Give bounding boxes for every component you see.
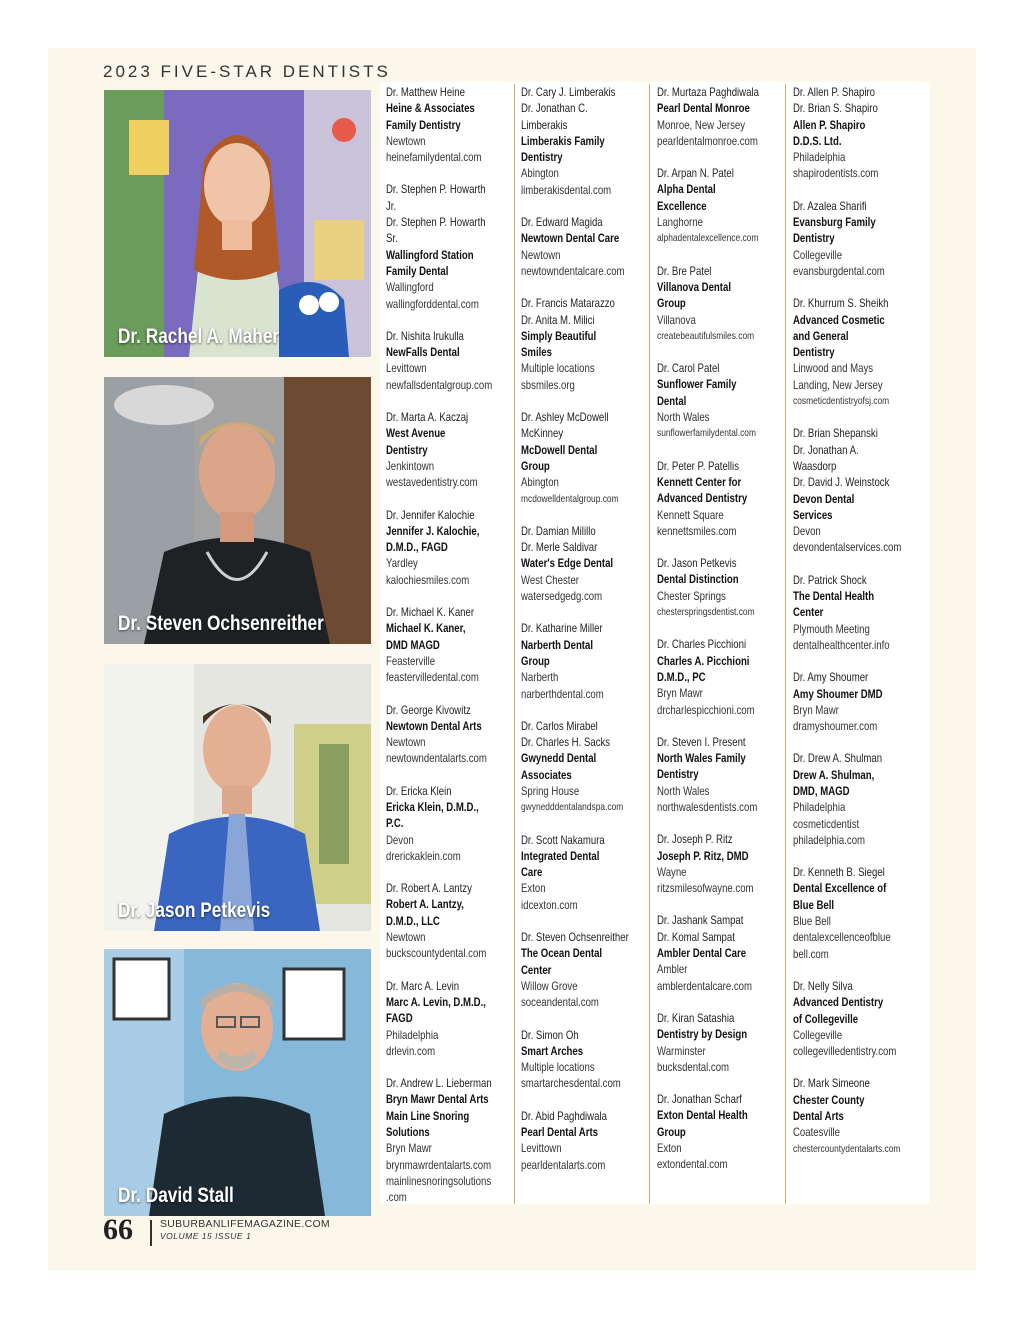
- dentist-entry: [386, 84, 514, 165]
- practice-name: D.M.D., PC: [657, 669, 706, 684]
- page-title: 2023 FIVE-STAR DENTISTS: [103, 62, 391, 81]
- dentist-name: Dr. Damian Milillo: [521, 523, 596, 538]
- practice-name: Narberth Dental: [521, 637, 594, 652]
- practice-website[interactable]: dentalexcellenceofblue: [793, 930, 891, 945]
- dentist-entry: [657, 1010, 785, 1075]
- practice-website[interactable]: newtowndentalarts.com: [386, 751, 487, 766]
- practice-location: Newtown: [386, 133, 426, 148]
- dentist-name: Dr. Drew A. Shulman: [793, 751, 883, 766]
- practice-name: McDowell Dental: [521, 442, 598, 457]
- practice-website[interactable]: drerickaklein.com: [386, 848, 461, 863]
- dentist-name: Dr. Brian S. Shapiro: [793, 101, 878, 116]
- dentist-name: Dr. Azalea Sharifi: [793, 198, 867, 213]
- practice-name: Blue Bell: [793, 897, 835, 912]
- dentist-name: Dr. Jonathan C.: [521, 101, 588, 116]
- practice-website[interactable]: philadelphia.com: [793, 832, 866, 847]
- dentist-entry: [657, 84, 785, 149]
- dentist-entry: [793, 425, 921, 555]
- practice-name: The Dental Health: [793, 589, 875, 604]
- practice-website[interactable]: gwynedddentalandspa.com: [521, 801, 624, 814]
- dentist-entry: [386, 978, 514, 1059]
- practice-location: Willow Grove: [521, 978, 578, 993]
- dentist-name: Dr. Robert A. Lantzy: [386, 881, 472, 896]
- practice-location: Villanova: [657, 312, 696, 327]
- practice-name: D.M.D., FAGD: [386, 540, 448, 555]
- dentist-entry: [386, 409, 514, 490]
- practice-location: Levittown: [386, 361, 427, 376]
- dentist-name: Dr. Kiran Satashia: [657, 1010, 735, 1025]
- practice-location: Linwood and Mays: [793, 361, 874, 376]
- dentist-entry: [386, 702, 514, 767]
- dentist-name: Dr. Stephen P. Howarth: [386, 215, 486, 230]
- practice-name: DMD, MAGD: [793, 783, 850, 798]
- practice-website[interactable]: brynmawrdentalarts.com: [386, 1157, 492, 1172]
- practice-name: Solutions: [386, 1125, 430, 1140]
- practice-website[interactable]: kennettsmiles.com: [657, 523, 737, 538]
- footer-divider: [150, 1220, 152, 1246]
- practice-website[interactable]: amblerdentalcare.com: [657, 978, 752, 993]
- practice-name: Advanced Dentistry: [793, 995, 884, 1010]
- dentist-name: Dr. Nishita Irukulla: [386, 328, 464, 343]
- dentist-name: Dr. Abid Paghdiwala: [521, 1108, 607, 1123]
- practice-name: Group: [521, 653, 550, 668]
- practice-location: Newtown: [386, 735, 426, 750]
- dentist-entry: [386, 328, 514, 393]
- practice-name: D.M.D., LLC: [386, 913, 440, 928]
- practice-location: Devon: [386, 832, 414, 847]
- dentist-name: Dr. Marc A. Levin: [386, 978, 460, 993]
- practice-location: Multiple locations: [521, 1060, 595, 1075]
- dentist-entry: [521, 929, 649, 1010]
- practice-location: Devon: [793, 524, 821, 539]
- dentist-entry: [521, 523, 649, 604]
- dentist-name: Dr. Komal Sampat: [657, 929, 735, 944]
- practice-location: Multiple locations: [521, 361, 595, 376]
- listing-column-4: [793, 84, 921, 1204]
- dentist-name: Jr.: [386, 198, 397, 213]
- practice-location: Philadelphia: [386, 1027, 439, 1042]
- practice-name: Simply Beautiful: [521, 328, 597, 343]
- dentist-name: Dr. Simon Oh: [521, 1027, 579, 1042]
- practice-location: Bryn Mawr: [793, 702, 839, 717]
- dentist-entry: [793, 198, 921, 279]
- dentist-entry: [386, 604, 514, 685]
- practice-website[interactable]: alphadentalexcellence.com: [657, 232, 759, 245]
- practice-website[interactable]: newtowndentalcare.com: [521, 263, 625, 278]
- dentist-name: Dr. Scott Nakamura: [521, 832, 605, 847]
- practice-location: Plymouth Meeting: [793, 621, 870, 636]
- dentist-entry: [521, 832, 649, 913]
- dentist-name: Dr. Peter P. Patellis: [657, 458, 739, 473]
- practice-location: Feasterville: [386, 653, 436, 668]
- dentist-name: Dr. Carol Patel: [657, 361, 720, 376]
- practice-name: Evansburg Family: [793, 215, 876, 230]
- footer-volume: VOLUME 15 ISSUE 1: [160, 1231, 252, 1241]
- dentist-name: Dr. Amy Shoumer: [793, 670, 869, 685]
- practice-name: NewFalls Dental: [386, 345, 460, 360]
- dentist-entry: [793, 1075, 921, 1156]
- dentist-name: Dr. Ashley McDowell: [521, 410, 609, 425]
- practice-website[interactable]: cosmeticdentist: [793, 816, 860, 831]
- practice-website[interactable]: dentalhealthcenter.info: [793, 637, 890, 652]
- practice-location: Langhorne: [657, 215, 703, 230]
- practice-name: Exton Dental Health: [657, 1108, 748, 1123]
- practice-website[interactable]: chestercountydentalarts.com: [793, 1142, 901, 1155]
- dentist-entry: [793, 295, 921, 409]
- practice-name: Dentistry: [793, 345, 835, 360]
- dentist-name: Dr. Marta A. Kaczaj: [386, 410, 469, 425]
- dentist-entry: [521, 84, 649, 198]
- practice-location: Wayne: [657, 864, 687, 879]
- practice-name: Dental: [657, 393, 687, 408]
- practice-website[interactable]: soceandental.com: [521, 995, 599, 1010]
- dentist-entry: [521, 1027, 649, 1092]
- practice-location: Ambler: [657, 962, 688, 977]
- practice-name: Devon Dental: [793, 491, 855, 506]
- practice-website[interactable]: shapirodentists.com: [793, 166, 879, 181]
- practice-website[interactable]: pearldentalmonroe.com: [657, 133, 758, 148]
- practice-location: Bryn Mawr: [657, 686, 703, 701]
- practice-location: Abington: [521, 166, 559, 181]
- practice-name: Dentistry: [521, 150, 563, 165]
- dentist-name: Dr. David J. Weinstock: [793, 475, 890, 490]
- practice-name: Dentistry: [386, 442, 428, 457]
- practice-name: Smiles: [521, 345, 552, 360]
- practice-location: Collegeville: [793, 247, 843, 262]
- practice-website[interactable]: ritzsmilesofwayne.com: [657, 881, 754, 896]
- dentist-name: Dr. Andrew L. Lieberman: [386, 1076, 492, 1091]
- practice-location: Blue Bell: [793, 914, 831, 929]
- footer-website: SUBURBANLIFEMAGAZINE.COM: [160, 1218, 330, 1230]
- practice-website[interactable]: chesterspringsdentist.com: [657, 606, 755, 619]
- practice-name: Gwynedd Dental: [521, 751, 597, 766]
- practice-website[interactable]: cosmeticdentistryofsj.com: [793, 395, 890, 408]
- dentist-name: Dr. Jonathan A.: [793, 442, 859, 457]
- practice-location: Collegeville: [793, 1027, 843, 1042]
- practice-name: Center: [521, 962, 552, 977]
- dentist-name: Dr. Steven Ochsenreither: [521, 930, 629, 945]
- dentist-name: Dr. Arpan N. Patel: [657, 166, 734, 181]
- practice-website[interactable]: bell.com: [793, 946, 829, 961]
- practice-website[interactable]: evansburgdental.com: [793, 263, 885, 278]
- practice-name: Group: [657, 1124, 686, 1139]
- practice-name: Amy Shoumer DMD: [793, 686, 883, 701]
- practice-name: Alpha Dental: [657, 182, 716, 197]
- practice-website[interactable]: sbsmiles.org: [521, 377, 575, 392]
- practice-location: Monroe, New Jersey: [657, 117, 746, 132]
- dentist-name: Dr. Katharine Miller: [521, 621, 603, 636]
- practice-name: Family Dentistry: [386, 117, 461, 132]
- practice-location: West Chester: [521, 572, 579, 587]
- dentist-name: Dr. Nelly Silva: [793, 978, 853, 993]
- practice-website[interactable]: dramyshoumer.com: [793, 719, 878, 734]
- dentist-name: Dr. Jonathan Scharf: [657, 1092, 742, 1107]
- dentist-entry: [657, 912, 785, 993]
- practice-website[interactable]: bucksdental.com: [657, 1059, 730, 1074]
- dentist-name: Dr. Jashank Sampat: [657, 913, 744, 928]
- practice-location: Kennett Square: [657, 507, 724, 522]
- practice-name: Pearl Dental Monroe: [657, 101, 750, 116]
- photo-caption: Dr. Rachel A. Maher: [118, 325, 280, 348]
- practice-name: P.C.: [386, 816, 404, 831]
- practice-name: The Ocean Dental: [521, 946, 603, 961]
- practice-location: Chester Springs: [657, 588, 726, 603]
- practice-website[interactable]: watersedgedg.com: [521, 589, 603, 604]
- dentist-name: Dr. Mark Simeone: [793, 1076, 870, 1091]
- dentist-entry: [521, 409, 649, 507]
- practice-location: Bryn Mawr: [386, 1141, 432, 1156]
- practice-name: Family Dental: [386, 263, 449, 278]
- dentist-entry: [793, 669, 921, 734]
- dentist-entry: [793, 864, 921, 962]
- practice-name: Excellence: [657, 198, 707, 213]
- practice-name: North Wales Family: [657, 751, 746, 766]
- practice-location: Narberth: [521, 670, 559, 685]
- photo-dentist-3: [104, 664, 371, 931]
- practice-name: Care: [521, 865, 543, 880]
- practice-location: Warminster: [657, 1043, 706, 1058]
- practice-website[interactable]: idcexton.com: [521, 897, 578, 912]
- practice-name: Dental Excellence of: [793, 881, 887, 896]
- dentist-entry: [386, 783, 514, 864]
- practice-name: Joseph P. Ritz, DMD: [657, 848, 749, 863]
- photo-dentist-4: [104, 949, 371, 1216]
- dentist-name: McKinney: [521, 426, 564, 441]
- practice-website[interactable]: createbeautifulsmiles.com: [657, 329, 755, 342]
- practice-location: Abington: [521, 475, 559, 490]
- dentist-entry: [521, 214, 649, 279]
- practice-location: Newtown: [386, 930, 426, 945]
- practice-location: North Wales: [657, 783, 710, 798]
- practice-website[interactable]: newfallsdentalgroup.com: [386, 377, 493, 392]
- practice-name: Group: [657, 296, 686, 311]
- dentist-name: Dr. Ericka Klein: [386, 783, 452, 798]
- practice-name: Dentistry: [793, 231, 835, 246]
- practice-location: North Wales: [657, 410, 710, 425]
- dentist-name: Limberakis: [521, 117, 568, 132]
- practice-name: Advanced Dentistry: [657, 491, 748, 506]
- practice-name: Newtown Dental Care: [521, 231, 620, 246]
- dentist-entry: [521, 620, 649, 701]
- practice-name: Charles A. Picchioni: [657, 653, 750, 668]
- practice-name: Heine & Associates: [386, 101, 475, 116]
- practice-name: Group: [521, 458, 550, 473]
- practice-website[interactable]: mcdowelldentalgroup.com: [521, 492, 619, 505]
- practice-website[interactable]: wallingforddental.com: [386, 296, 479, 311]
- dentist-name: Dr. Murtaza Paghdiwala: [657, 85, 759, 99]
- practice-name: Limberakis Family: [521, 133, 605, 148]
- dentist-entry: [793, 750, 921, 848]
- dentist-name: Dr. George Kivowitz: [386, 702, 471, 717]
- dentist-entry: [657, 555, 785, 620]
- practice-name: Center: [793, 605, 824, 620]
- practice-location: Spring House: [521, 783, 580, 798]
- dentist-entry: [386, 1075, 514, 1205]
- dentist-name: Dr. Cary J. Limberakis: [521, 85, 616, 99]
- practice-location: Coatesville: [793, 1125, 840, 1140]
- photo-dentist-1: [104, 90, 371, 357]
- practice-website[interactable]: pearldentalarts.com: [521, 1157, 606, 1172]
- photo-caption: Dr. Jason Petkevis: [118, 899, 271, 922]
- dentist-name: Dr. Merle Saldivar: [521, 540, 598, 555]
- practice-name: Drew A. Shulman,: [793, 767, 875, 782]
- practice-website[interactable]: collegevilledentistry.com: [793, 1044, 897, 1059]
- practice-name: Michael K. Kaner,: [386, 621, 466, 636]
- practice-name: Dental Arts: [793, 1109, 844, 1124]
- practice-website[interactable]: heinefamilydental.com: [386, 150, 482, 165]
- practice-name: Dental Distinction: [657, 572, 739, 587]
- dentist-entry: [521, 718, 649, 816]
- dentist-name: Dr. Stephen P. Howarth: [386, 182, 486, 197]
- practice-name: Kennett Center for: [657, 474, 742, 489]
- dentist-name: Dr. Charles H. Sacks: [521, 735, 611, 750]
- practice-location: Philadelphia: [793, 800, 846, 815]
- practice-name: Wallingford Station: [386, 247, 474, 262]
- dentist-name: Waasdorp: [793, 458, 837, 473]
- dentist-entry: [793, 84, 921, 182]
- dentist-entry: [793, 978, 921, 1059]
- photo-dentist-2: [104, 377, 371, 644]
- practice-name: Newtown Dental Arts: [386, 718, 482, 733]
- practice-name: Jennifer J. Kalochie,: [386, 523, 480, 538]
- dentist-entry: [657, 360, 785, 441]
- page-number: 66: [103, 1213, 133, 1246]
- dentist-name: Dr. Matthew Heine: [386, 85, 465, 99]
- practice-location: Wallingford: [386, 280, 434, 295]
- practice-name: Associates: [521, 767, 572, 782]
- practice-website[interactable]: devondentalservices.com: [793, 540, 902, 555]
- dentist-entry: [657, 636, 785, 717]
- practice-website[interactable]: drcharlespicchioni.com: [657, 702, 755, 717]
- dentist-name: Dr. Anita M. Milici: [521, 312, 595, 327]
- dentist-entry: [793, 572, 921, 653]
- practice-name: West Avenue: [386, 426, 446, 441]
- practice-website[interactable]: mainlinesnoringsolutions: [386, 1173, 492, 1188]
- practice-name: Allen P. Shapiro: [793, 117, 866, 132]
- dentist-name: Dr. Kenneth B. Siegel: [793, 865, 885, 880]
- practice-name: Main Line Snoring: [386, 1108, 470, 1123]
- dentist-name: Sr.: [386, 231, 398, 246]
- practice-name: Sunflower Family: [657, 377, 737, 392]
- practice-name: FAGD: [386, 1011, 413, 1026]
- dentist-entry: [657, 1091, 785, 1172]
- dentist-entry: [657, 165, 785, 246]
- practice-name: DMD MAGD: [386, 637, 440, 652]
- dentist-name: Dr. Joseph P. Ritz: [657, 832, 733, 847]
- practice-website[interactable]: northwalesdentists.com: [657, 799, 758, 814]
- practice-website[interactable]: .com: [386, 1190, 407, 1205]
- practice-website[interactable]: narberthdental.com: [521, 686, 604, 701]
- practice-name: Ericka Klein, D.M.D.,: [386, 799, 479, 814]
- dentist-entry: [521, 295, 649, 393]
- dentist-name: Dr. Jennifer Kalochie: [386, 507, 475, 522]
- practice-website[interactable]: extondental.com: [657, 1157, 728, 1172]
- dentist-name: Dr. Steven I. Present: [657, 734, 746, 749]
- practice-name: Services: [793, 507, 833, 522]
- practice-location: Yardley: [386, 556, 418, 571]
- dentist-entry: [657, 734, 785, 815]
- dentist-entry: [386, 880, 514, 961]
- practice-website[interactable]: limberakisdental.com: [521, 182, 612, 197]
- practice-website[interactable]: buckscountydental.com: [386, 946, 487, 961]
- listing-column-2: [521, 84, 650, 1204]
- practice-location: Exton: [657, 1141, 682, 1156]
- practice-name: Marc A. Levin, D.M.D.,: [386, 994, 486, 1009]
- practice-website[interactable]: drlevin.com: [386, 1043, 436, 1058]
- photo-caption: Dr. David Stall: [118, 1184, 234, 1207]
- dentist-entry: [386, 507, 514, 588]
- dentist-name: Dr. Allen P. Shapiro: [793, 85, 876, 99]
- dentist-name: Dr. Bre Patel: [657, 263, 712, 278]
- dentist-name: Dr. Edward Magida: [521, 215, 603, 230]
- dentist-entry: [386, 181, 514, 311]
- dentist-name: Dr. Khurrum S. Sheikh: [793, 296, 889, 311]
- practice-location: Landing, New Jersey: [793, 377, 883, 392]
- practice-location: Levittown: [521, 1141, 562, 1156]
- practice-name: Dentistry: [657, 767, 699, 782]
- practice-name: and General: [793, 328, 849, 343]
- dentist-name: Dr. Brian Shepanski: [793, 426, 878, 441]
- photo-caption: Dr. Steven Ochsenreither: [118, 612, 324, 635]
- practice-website[interactable]: feastervilledental.com: [386, 670, 479, 685]
- practice-name: Smart Arches: [521, 1043, 584, 1058]
- practice-name: Advanced Cosmetic: [793, 312, 885, 327]
- dentist-name: Dr. Charles Picchioni: [657, 637, 747, 652]
- practice-name: Villanova Dental: [657, 279, 731, 294]
- practice-name: Pearl Dental Arts: [521, 1125, 599, 1140]
- dentist-entry: [657, 263, 785, 344]
- practice-location: Philadelphia: [793, 150, 846, 165]
- dentist-entry: [521, 1108, 649, 1173]
- dentist-name: Dr. Jason Petkevis: [657, 556, 737, 571]
- practice-website[interactable]: kalochiesmiles.com: [386, 572, 470, 587]
- dentist-name: Dr. Patrick Shock: [793, 572, 867, 587]
- practice-name: Dentistry by Design: [657, 1027, 748, 1042]
- listing-column-3: [657, 84, 786, 1204]
- practice-name: Ambler Dental Care: [657, 946, 747, 961]
- practice-name: Water's Edge Dental: [521, 556, 614, 571]
- practice-name: of Collegeville: [793, 1011, 859, 1026]
- practice-website[interactable]: westavedentistry.com: [386, 475, 478, 490]
- practice-name: D.D.S. Ltd.: [793, 133, 842, 148]
- dentist-name: Dr. Michael K. Kaner: [386, 605, 475, 620]
- practice-location: Exton: [521, 881, 546, 896]
- practice-location: Jenkintown: [386, 458, 435, 473]
- practice-name: Bryn Mawr Dental Arts: [386, 1092, 489, 1107]
- practice-location: Newtown: [521, 247, 561, 262]
- practice-website[interactable]: smartarchesdental.com: [521, 1076, 621, 1091]
- practice-website[interactable]: sunflowerfamilydental.com: [657, 427, 756, 440]
- practice-name: Chester County: [793, 1092, 865, 1107]
- dentist-entry: [657, 458, 785, 539]
- dentist-entry: [657, 831, 785, 896]
- practice-name: Integrated Dental: [521, 848, 600, 863]
- dentist-name: Dr. Carlos Mirabel: [521, 718, 598, 733]
- listing-column-1: [386, 84, 515, 1204]
- dentist-name: Dr. Francis Matarazzo: [521, 296, 615, 311]
- practice-name: Robert A. Lantzy,: [386, 897, 464, 912]
